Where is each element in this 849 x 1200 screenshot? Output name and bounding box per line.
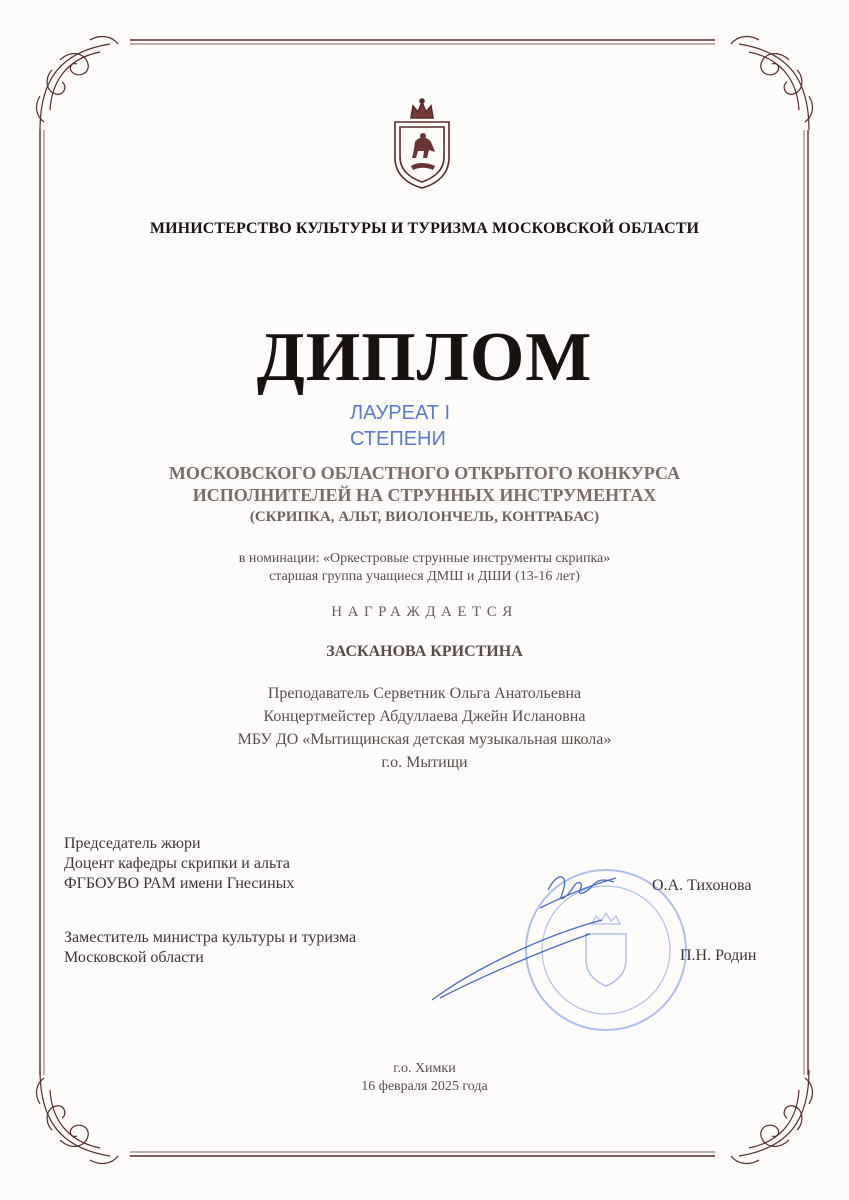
chair-name: О.А. Тихонова (652, 877, 752, 894)
contest-line-3: (СКРИПКА, АЛЬТ, ВИОЛОНЧЕЛЬ, КОНТРАБАС) (249, 509, 600, 525)
deputy-name: П.Н. Родин (680, 947, 757, 964)
stamp-line-1: ЛАУРЕАТ I (350, 402, 451, 424)
nomination (0, 550, 849, 586)
deputy-title-line-2: Московской области (64, 949, 204, 966)
laureate-stamp (350, 400, 490, 452)
contest-line-2: ИСПОЛНИТЕЛЕЙ НА СТРУННЫХ ИНСТРУМЕНТАХ (192, 485, 657, 505)
accompanist-line: Концертмейстер Абдуллаева Джейн Ислановна (263, 708, 586, 725)
issue-place-date (0, 1060, 849, 1096)
recipient-name: ЗАСКАНОВА КРИСТИНА (326, 643, 523, 660)
school-line: МБУ ДО «Мытищинская детская музыкальная школа» (237, 731, 612, 748)
issue-place: г.о. Химки (393, 1061, 456, 1076)
corner-ornament-tl (37, 37, 118, 130)
coat-of-arms-icon (389, 96, 455, 192)
contest-name (0, 462, 849, 528)
city-line: г.о. Мытищи (381, 754, 468, 771)
contest-line-1: МОСКОВСКОГО ОБЛАСТНОГО ОТКРЫТОГО КОНКУРСА (168, 463, 681, 483)
nomination-line-1: в номинации: «Оркестровые струнные инструменты скрипка» (238, 551, 611, 566)
deputy-title-line-1: Заместитель министра культуры и туризма (64, 929, 357, 946)
deputy-minister-block (64, 928, 356, 968)
issue-date: 16 февраля 2025 года (361, 1079, 488, 1094)
jury-chair-block (64, 834, 294, 894)
teacher-line: Преподаватель Серветник Ольга Анатольевна (267, 685, 582, 702)
signature-strokes (432, 877, 616, 1000)
chair-title-line-2: Доцент кафедры скрипки и альта (64, 855, 291, 872)
chair-title-line-3: ФГБОУВО РАМ имени Гнесиных (64, 875, 295, 892)
chair-title-line-1: Председатель жюри (64, 835, 201, 852)
nomination-line-2: старшая группа учащиеся ДМШ и ДШИ (13-16 лет) (269, 569, 580, 584)
stamp-line-2: СТЕПЕНИ (350, 428, 446, 450)
ministry-heading: МИНИСТЕРСТВО КУЛЬТУРЫ И ТУРИЗМА МОСКОВСКОЙ ОБЛАСТИ (149, 220, 700, 237)
awarded-label: НАГРАЖДАЕТСЯ (331, 604, 518, 620)
recipient-details (0, 682, 849, 774)
diploma-title: ДИПЛОМ (256, 319, 593, 396)
